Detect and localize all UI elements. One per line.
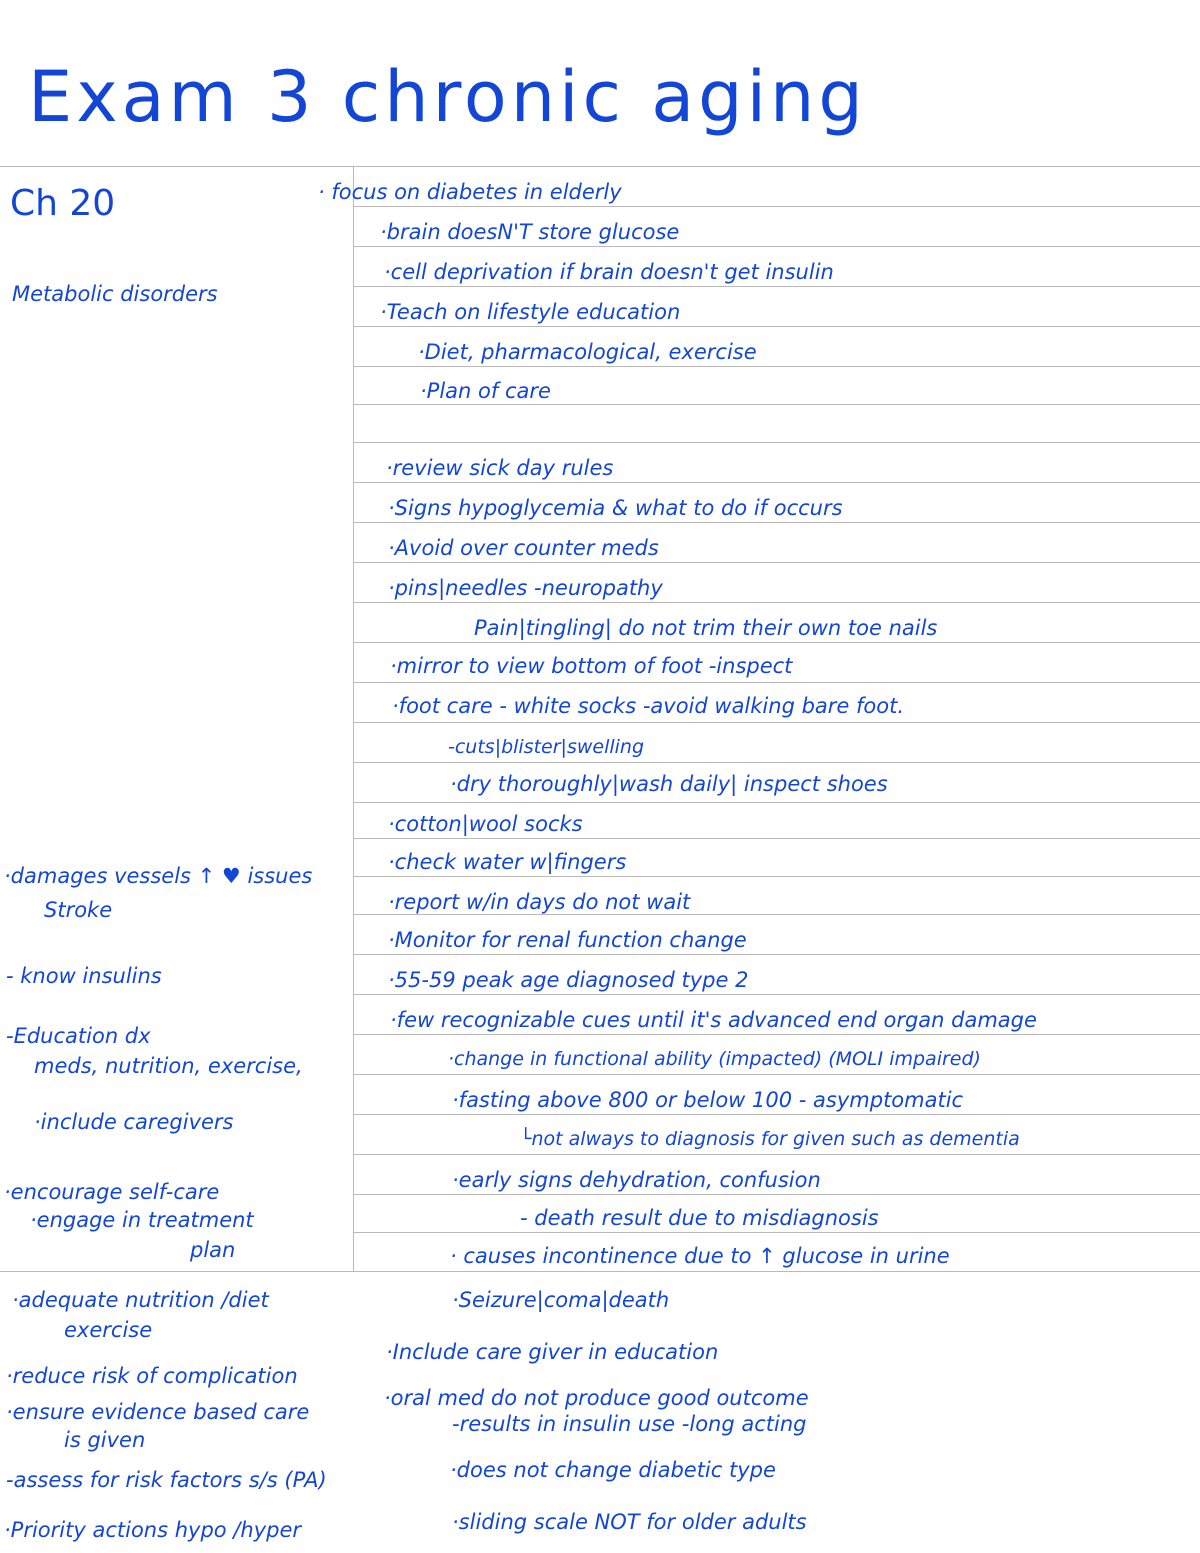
cue-note: Stroke: [44, 898, 113, 922]
page-title: Exam 3 chronic aging: [28, 56, 867, 138]
topic-label: Metabolic disorders: [12, 282, 218, 306]
rule-line: [353, 1114, 1200, 1115]
chapter-label: Ch 20: [10, 183, 116, 224]
rule-line: [353, 994, 1200, 995]
rule-line: [353, 642, 1200, 643]
note-line: ·foot care - white socks -avoid walking bare foot.: [392, 694, 905, 718]
note-line: ·Plan of care: [420, 379, 551, 403]
cue-note: ·Priority actions hypo /hyper: [4, 1518, 302, 1542]
note-line: -results in insulin use -long acting: [452, 1412, 807, 1436]
note-line: ·Diet, pharmacological, exercise: [418, 340, 757, 364]
cue-note: ·ensure evidence based care: [6, 1400, 310, 1424]
rule-line: [353, 522, 1200, 523]
note-line: ·Include care giver in education: [386, 1340, 719, 1364]
cue-note: meds, nutrition, exercise,: [34, 1054, 303, 1078]
cue-note: -Education dx: [6, 1024, 151, 1048]
note-line: ·mirror to view bottom of foot -inspect: [390, 654, 793, 678]
cue-note: ·encourage self-care: [4, 1180, 220, 1204]
rule-line: [353, 246, 1200, 247]
note-line: ·cell deprivation if brain doesn't get insulin: [384, 260, 834, 284]
note-line: -cuts|blister|swelling: [448, 736, 645, 758]
note-line: ·report w/in days do not wait: [388, 890, 691, 914]
rule-line: [353, 562, 1200, 563]
rule-line: [353, 206, 1200, 207]
note-line: ·Signs hypoglycemia & what to do if occurs: [388, 496, 843, 520]
cue-note: ·reduce risk of complication: [6, 1364, 298, 1388]
cue-column-divider: [353, 166, 354, 1271]
cue-note: plan: [190, 1238, 236, 1262]
note-line: ·sliding scale NOT for older adults: [452, 1510, 807, 1534]
note-line: ·Monitor for renal function change: [388, 928, 747, 952]
rule-line: [353, 1074, 1200, 1075]
cue-note: ·adequate nutrition /diet: [12, 1288, 269, 1312]
rule-line: [353, 366, 1200, 367]
note-line: ·few recognizable cues until it's advanced end organ damage: [390, 1008, 1037, 1032]
note-line: ·brain doesN'T store glucose: [380, 220, 680, 244]
rule-line: [353, 838, 1200, 839]
note-line: ·dry thoroughly|wash daily| inspect shoes: [450, 772, 888, 796]
rule-line: [353, 914, 1200, 915]
note-line: ·cotton|wool socks: [388, 812, 583, 836]
note-line: - death result due to misdiagnosis: [520, 1206, 879, 1230]
rule-line: [353, 954, 1200, 955]
cue-note: exercise: [64, 1318, 153, 1342]
rule-line: [353, 1154, 1200, 1155]
cue-note: ·include caregivers: [34, 1110, 234, 1134]
rule-line: [353, 1034, 1200, 1035]
note-line: Pain|tingling| do not trim their own toe nails: [474, 616, 938, 640]
rule-line: [353, 442, 1200, 443]
rule-line: [353, 682, 1200, 683]
rule-line: [353, 602, 1200, 603]
cue-note: ·damages vessels ↑ ♥ issues: [4, 864, 313, 888]
note-line: · causes incontinence due to ↑ glucose in urine: [450, 1244, 950, 1268]
note-line: ·does not change diabetic type: [450, 1458, 776, 1482]
rule-line: [353, 286, 1200, 287]
rule-line: [353, 722, 1200, 723]
note-line: ·pins|needles -neuropathy: [388, 576, 663, 600]
rule-line: [353, 802, 1200, 803]
note-line: ·early signs dehydration, confusion: [452, 1168, 821, 1192]
rule-line: [353, 404, 1200, 405]
note-line: ·review sick day rules: [386, 456, 614, 480]
rule-line: [353, 482, 1200, 483]
note-line: ·oral med do not produce good outcome: [384, 1386, 809, 1410]
cue-note: is given: [64, 1428, 146, 1452]
note-line: ·Teach on lifestyle education: [380, 300, 681, 324]
note-line: └not always to diagnosis for given such as dementia: [520, 1128, 1020, 1150]
cue-note: - know insulins: [6, 964, 162, 988]
rule-line: [0, 166, 1200, 167]
cue-note: -assess for risk factors s/s (PA): [6, 1468, 327, 1492]
note-line: ·change in functional ability (impacted) (MOLI impaired): [448, 1048, 981, 1070]
rule-line: [353, 326, 1200, 327]
rule-line: [353, 1194, 1200, 1195]
note-line: ·Avoid over counter meds: [388, 536, 659, 560]
rule-line: [353, 762, 1200, 763]
rule-line: [353, 1232, 1200, 1233]
rule-line: [353, 876, 1200, 877]
note-line: ·check water w|fingers: [388, 850, 627, 874]
rule-line: [0, 1271, 1200, 1272]
note-line: ·fasting above 800 or below 100 - asymptomatic: [452, 1088, 964, 1112]
cue-note: ·engage in treatment: [30, 1208, 254, 1232]
note-line: · focus on diabetes in elderly: [318, 180, 622, 204]
note-line: ·55-59 peak age diagnosed type 2: [388, 968, 749, 992]
note-line: ·Seizure|coma|death: [452, 1288, 670, 1312]
